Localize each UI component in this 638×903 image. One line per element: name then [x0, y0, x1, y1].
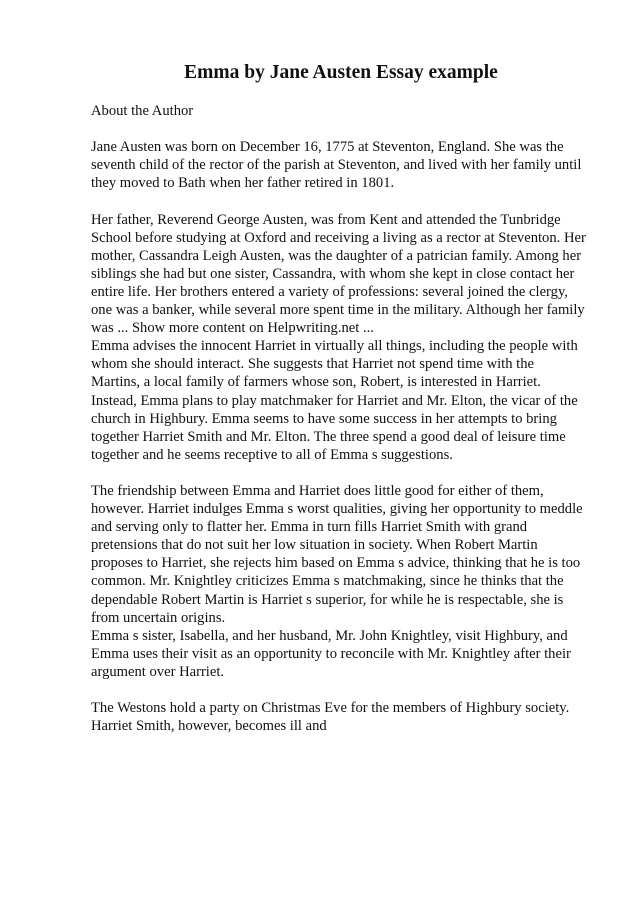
text-line: they moved to Bath when her father retired in 1801.	[91, 175, 395, 192]
paragraph	[91, 699, 591, 735]
text-line: siblings she had but one sister, Cassandra, with whom she kept in close contact her	[91, 265, 575, 282]
paragraph-gap	[91, 192, 591, 210]
text-line: one was a banker, while several more spent time in the military. Although her family	[91, 302, 585, 319]
text-line: proposes to Harriet, she rejects him based on Emma s advice, thinking that he is too	[91, 555, 581, 572]
text-line: from uncertain origins.	[91, 609, 226, 626]
paragraph	[91, 102, 591, 120]
paragraph	[91, 138, 591, 192]
text-line: Instead, Emma plans to play matchmaker for Harriet and Mr. Elton, the vicar of the	[91, 392, 578, 409]
text-line: together Harriet Smith and Mr. Elton. The three spend a good deal of leisure time	[91, 428, 566, 445]
text-line: dependable Robert Martin is Harriet s superior, for while he is respectable, she is	[91, 591, 564, 608]
paragraph	[91, 482, 591, 681]
text-line: church in Highbury. Emma seems to have some success in her attempts to bring	[91, 410, 557, 427]
text-line: together and he seems receptive to all of Emma s suggestions.	[91, 446, 453, 463]
text-line: was ... Show more content on Helpwriting.net ...	[91, 320, 374, 337]
text-line: seventh child of the rector of the parish at Steventon, and lived with her family until	[91, 157, 582, 174]
text-line: mother, Cassandra Leigh Austen, was the daughter of a patrician family. Among her	[91, 247, 582, 264]
paragraph	[91, 211, 591, 464]
text-line: Jane Austen was born on December 16, 1775 at Steventon, England. She was the	[91, 139, 564, 156]
text-line: Harriet Smith, however, becomes ill and	[91, 718, 327, 735]
paragraph-gap	[91, 681, 591, 699]
text-line: The Westons hold a party on Christmas Eve for the members of Highbury society.	[91, 700, 570, 717]
document-body	[91, 102, 591, 735]
text-line: argument over Harriet.	[91, 663, 225, 680]
text-line: Emma uses their visit as an opportunity to reconcile with Mr. Knightley after their	[91, 645, 571, 662]
text-line: entire life. Her brothers entered a variety of professions: several joined the clergy,	[91, 283, 568, 300]
text-line: however. Harriet indulges Emma s worst qualities, giving her opportunity to meddle	[91, 501, 583, 518]
text-line: common. Mr. Knightley criticizes Emma s matchmaking, since he thinks that the	[91, 573, 564, 590]
text-line: Her father, Reverend George Austen, was from Kent and attended the Tunbridge	[91, 211, 561, 228]
text-line: whom she should interact. She suggests that Harriet not spend time with the	[91, 356, 535, 373]
text-line: Emma advises the innocent Harriet in virtually all things, including the people with	[91, 338, 578, 355]
text-line: About the Author	[91, 103, 194, 119]
text-line: School before studying at Oxford and receiving a living as a rector at Steventon. Her	[91, 229, 586, 246]
paragraph-gap	[91, 120, 591, 138]
document-title: Emma by Jane Austen Essay example	[184, 62, 498, 83]
text-line: and serving only to flatter her. Emma in turn fills Harriet Smith with grand	[91, 519, 528, 536]
text-line: The friendship between Emma and Harriet does little good for either of them,	[91, 482, 544, 499]
document-page	[91, 60, 591, 735]
text-line: Emma s sister, Isabella, and her husband, Mr. John Knightley, visit Highbury, and	[91, 627, 568, 644]
paragraph-gap	[91, 464, 591, 482]
text-line: Martins, a local family of farmers whose son, Robert, is interested in Harriet.	[91, 374, 541, 391]
text-line: pretensions that do not suit her low situation in society. When Robert Martin	[91, 537, 538, 554]
